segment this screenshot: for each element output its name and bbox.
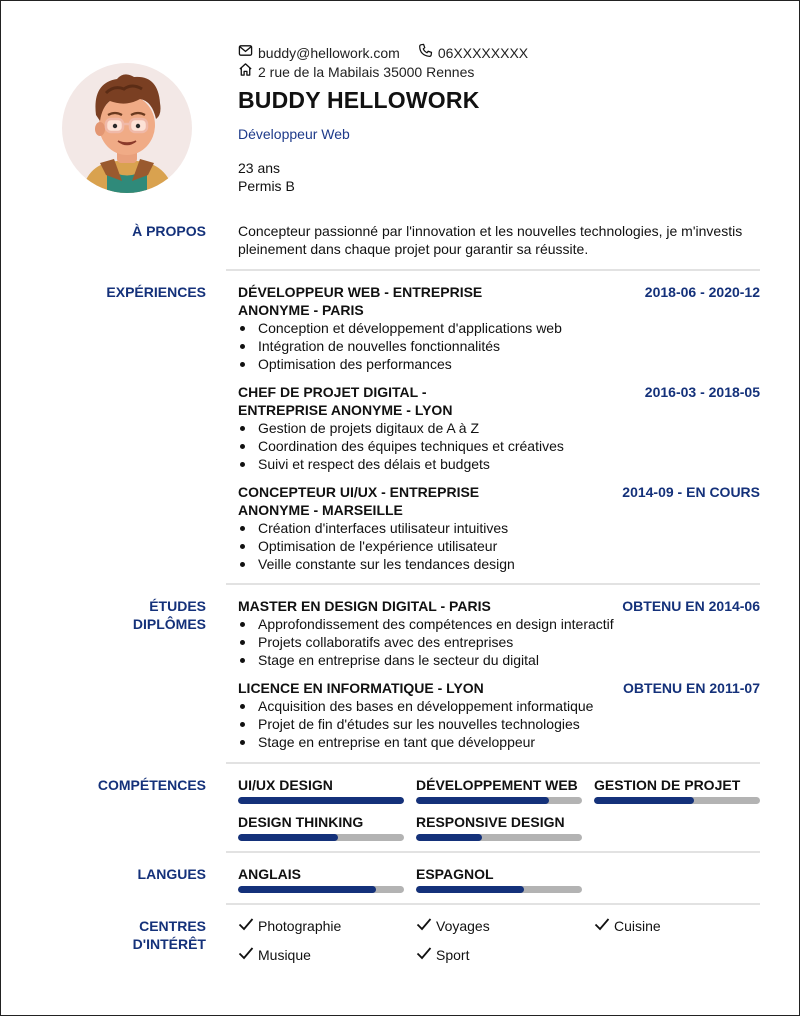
candidate-name: BUDDY HELLOWORK xyxy=(238,87,480,113)
interest-label: Cuisine xyxy=(614,918,661,934)
skill-level-bar xyxy=(416,797,582,804)
experience-entry xyxy=(238,383,760,473)
about-text: Concepteur passionné par l'innovation et les nouvelles technologies, je m'investis pleinement dans chaque projet pour garantir sa réussite. xyxy=(238,223,743,257)
driving-license: Permis B xyxy=(238,178,295,194)
divider xyxy=(226,903,760,905)
house-icon xyxy=(238,62,258,81)
language-item xyxy=(238,865,404,893)
list-item: Optimisation des performances xyxy=(238,355,760,373)
checkmark-icon xyxy=(416,917,436,935)
skill-level-fill xyxy=(416,834,482,841)
checkmark-icon xyxy=(594,917,614,935)
skill-level-fill xyxy=(238,834,338,841)
skill-item xyxy=(238,776,404,804)
experience-entry xyxy=(238,283,760,373)
skill-level-bar xyxy=(416,834,582,841)
list-item: Conception et développement d'applications web xyxy=(238,319,760,337)
skill-item xyxy=(416,776,582,804)
list-item: Veille constante sur les tendances design xyxy=(238,555,760,573)
section-label-education xyxy=(21,597,206,633)
skill-name: RESPONSIVE DESIGN xyxy=(416,814,565,830)
checkmark-icon xyxy=(238,917,258,935)
education-title: MASTER EN DESIGN DIGITAL - PARIS xyxy=(238,598,491,614)
list-item: Intégration de nouvelles fonctionnalités xyxy=(238,337,760,355)
education-date: OBTENU EN 2011-07 xyxy=(623,680,760,696)
education-entry xyxy=(238,597,760,669)
section-label-interests-line1: CENTRES xyxy=(139,918,206,934)
personal-info xyxy=(238,159,295,195)
section-label-interests-line2: D'INTÉRÊT xyxy=(132,936,206,952)
list-item: Gestion de projets digitaux de A à Z xyxy=(238,419,760,437)
skill-name: UI/UX DESIGN xyxy=(238,777,333,793)
skill-level-fill xyxy=(594,797,694,804)
experience-bullets xyxy=(238,319,760,373)
section-label-experiences xyxy=(21,283,206,301)
divider xyxy=(226,762,760,764)
avatar xyxy=(62,63,192,193)
language-item xyxy=(416,865,582,893)
list-item: Création d'interfaces utilisateur intuitives xyxy=(238,519,760,537)
phone-icon xyxy=(418,43,438,62)
section-label-skills-text: COMPÉTENCES xyxy=(97,777,206,793)
language-level-bar xyxy=(238,886,404,893)
skill-level-bar xyxy=(594,797,760,804)
section-label-interests xyxy=(21,917,206,953)
experience-date: 2018-06 - 2020-12 xyxy=(644,284,760,300)
interest-item xyxy=(416,946,469,964)
list-item: Projets collaboratifs avec des entreprises xyxy=(238,633,760,651)
experience-title: CHEF DE PROJET DIGITAL - ENTREPRISE ANONYME - LYON xyxy=(238,384,453,418)
checkmark-icon xyxy=(416,946,436,964)
skill-item xyxy=(416,813,582,841)
skill-item xyxy=(238,813,404,841)
list-item: Suivi et respect des délais et budgets xyxy=(238,455,760,473)
language-level-fill xyxy=(238,886,376,893)
contact-row-1 xyxy=(238,43,528,62)
interest-item xyxy=(594,917,661,935)
experience-bullets xyxy=(238,419,760,473)
contact-address: 2 rue de la Mabilais 35000 Rennes xyxy=(258,63,475,80)
divider xyxy=(226,583,760,585)
section-label-experiences-text: EXPÉRIENCES xyxy=(106,284,206,300)
skill-item xyxy=(594,776,760,804)
interest-label: Photographie xyxy=(258,918,342,934)
interest-item xyxy=(416,917,490,935)
list-item: Acquisition des bases en développement informatique xyxy=(238,697,760,715)
list-item: Stage en entreprise en tant que développeur xyxy=(238,733,760,751)
experience-title: DÉVELOPPEUR WEB - ENTREPRISE ANONYME - PARIS xyxy=(238,284,483,318)
list-item: Optimisation de l'expérience utilisateur xyxy=(238,537,760,555)
education-bullets xyxy=(238,615,760,669)
experience-title: CONCEPTEUR UI/UX - ENTREPRISE ANONYME - MARSEILLE xyxy=(238,484,480,518)
checkmark-icon xyxy=(238,946,258,964)
skill-name: DÉVELOPPEMENT WEB xyxy=(416,777,578,793)
list-item: Coordination des équipes techniques et créatives xyxy=(238,437,760,455)
divider xyxy=(226,269,760,271)
job-title: Développeur Web xyxy=(238,126,350,142)
education-title: LICENCE EN INFORMATIQUE - LYON xyxy=(238,680,484,696)
interest-label: Sport xyxy=(436,947,470,963)
section-label-languages xyxy=(21,865,206,883)
list-item: Stage en entreprise dans le secteur du digital xyxy=(238,651,760,669)
interest-label: Musique xyxy=(258,947,311,963)
contact-row-2 xyxy=(238,62,528,81)
education-entry xyxy=(238,679,760,751)
section-label-education-line2: DIPLÔMES xyxy=(132,616,206,632)
divider xyxy=(226,851,760,853)
language-level-bar xyxy=(416,886,582,893)
language-name: ESPAGNOL xyxy=(416,866,494,882)
skill-level-bar xyxy=(238,797,404,804)
section-label-education-line1: ÉTUDES xyxy=(149,598,206,614)
experience-date: 2014-09 - EN COURS xyxy=(622,484,760,500)
language-name: ANGLAIS xyxy=(238,866,301,882)
experience-bullets xyxy=(238,519,760,573)
education-bullets xyxy=(238,697,760,751)
section-label-languages-text: LANGUES xyxy=(137,866,206,882)
section-label-about xyxy=(21,222,206,240)
experience-date: 2016-03 - 2018-05 xyxy=(644,384,760,400)
experience-entry xyxy=(238,483,760,573)
contact-phone[interactable]: 06XXXXXXXX xyxy=(437,44,529,61)
section-label-skills xyxy=(21,776,206,794)
contact-phone-group xyxy=(418,43,528,62)
list-item: Projet de fin d'études sur les nouvelles technologies xyxy=(238,715,760,733)
interest-item xyxy=(238,946,311,964)
education-date: OBTENU EN 2014-06 xyxy=(622,598,760,614)
section-label-about-text: À PROPOS xyxy=(132,223,206,239)
skill-level-fill xyxy=(416,797,549,804)
age: 23 ans xyxy=(238,160,281,176)
interest-item xyxy=(238,917,341,935)
contact-block xyxy=(238,43,528,81)
envelope-icon xyxy=(238,43,258,62)
language-level-fill xyxy=(416,886,524,893)
skill-name: DESIGN THINKING xyxy=(238,814,364,830)
contact-email[interactable]: buddy@hellowork.com xyxy=(258,44,400,61)
list-item: Approfondissement des compétences en design interactif xyxy=(238,615,760,633)
skill-name: GESTION DE PROJET xyxy=(594,777,741,793)
interest-label: Voyages xyxy=(436,918,490,934)
skill-level-bar xyxy=(238,834,404,841)
skill-level-fill xyxy=(238,797,404,804)
